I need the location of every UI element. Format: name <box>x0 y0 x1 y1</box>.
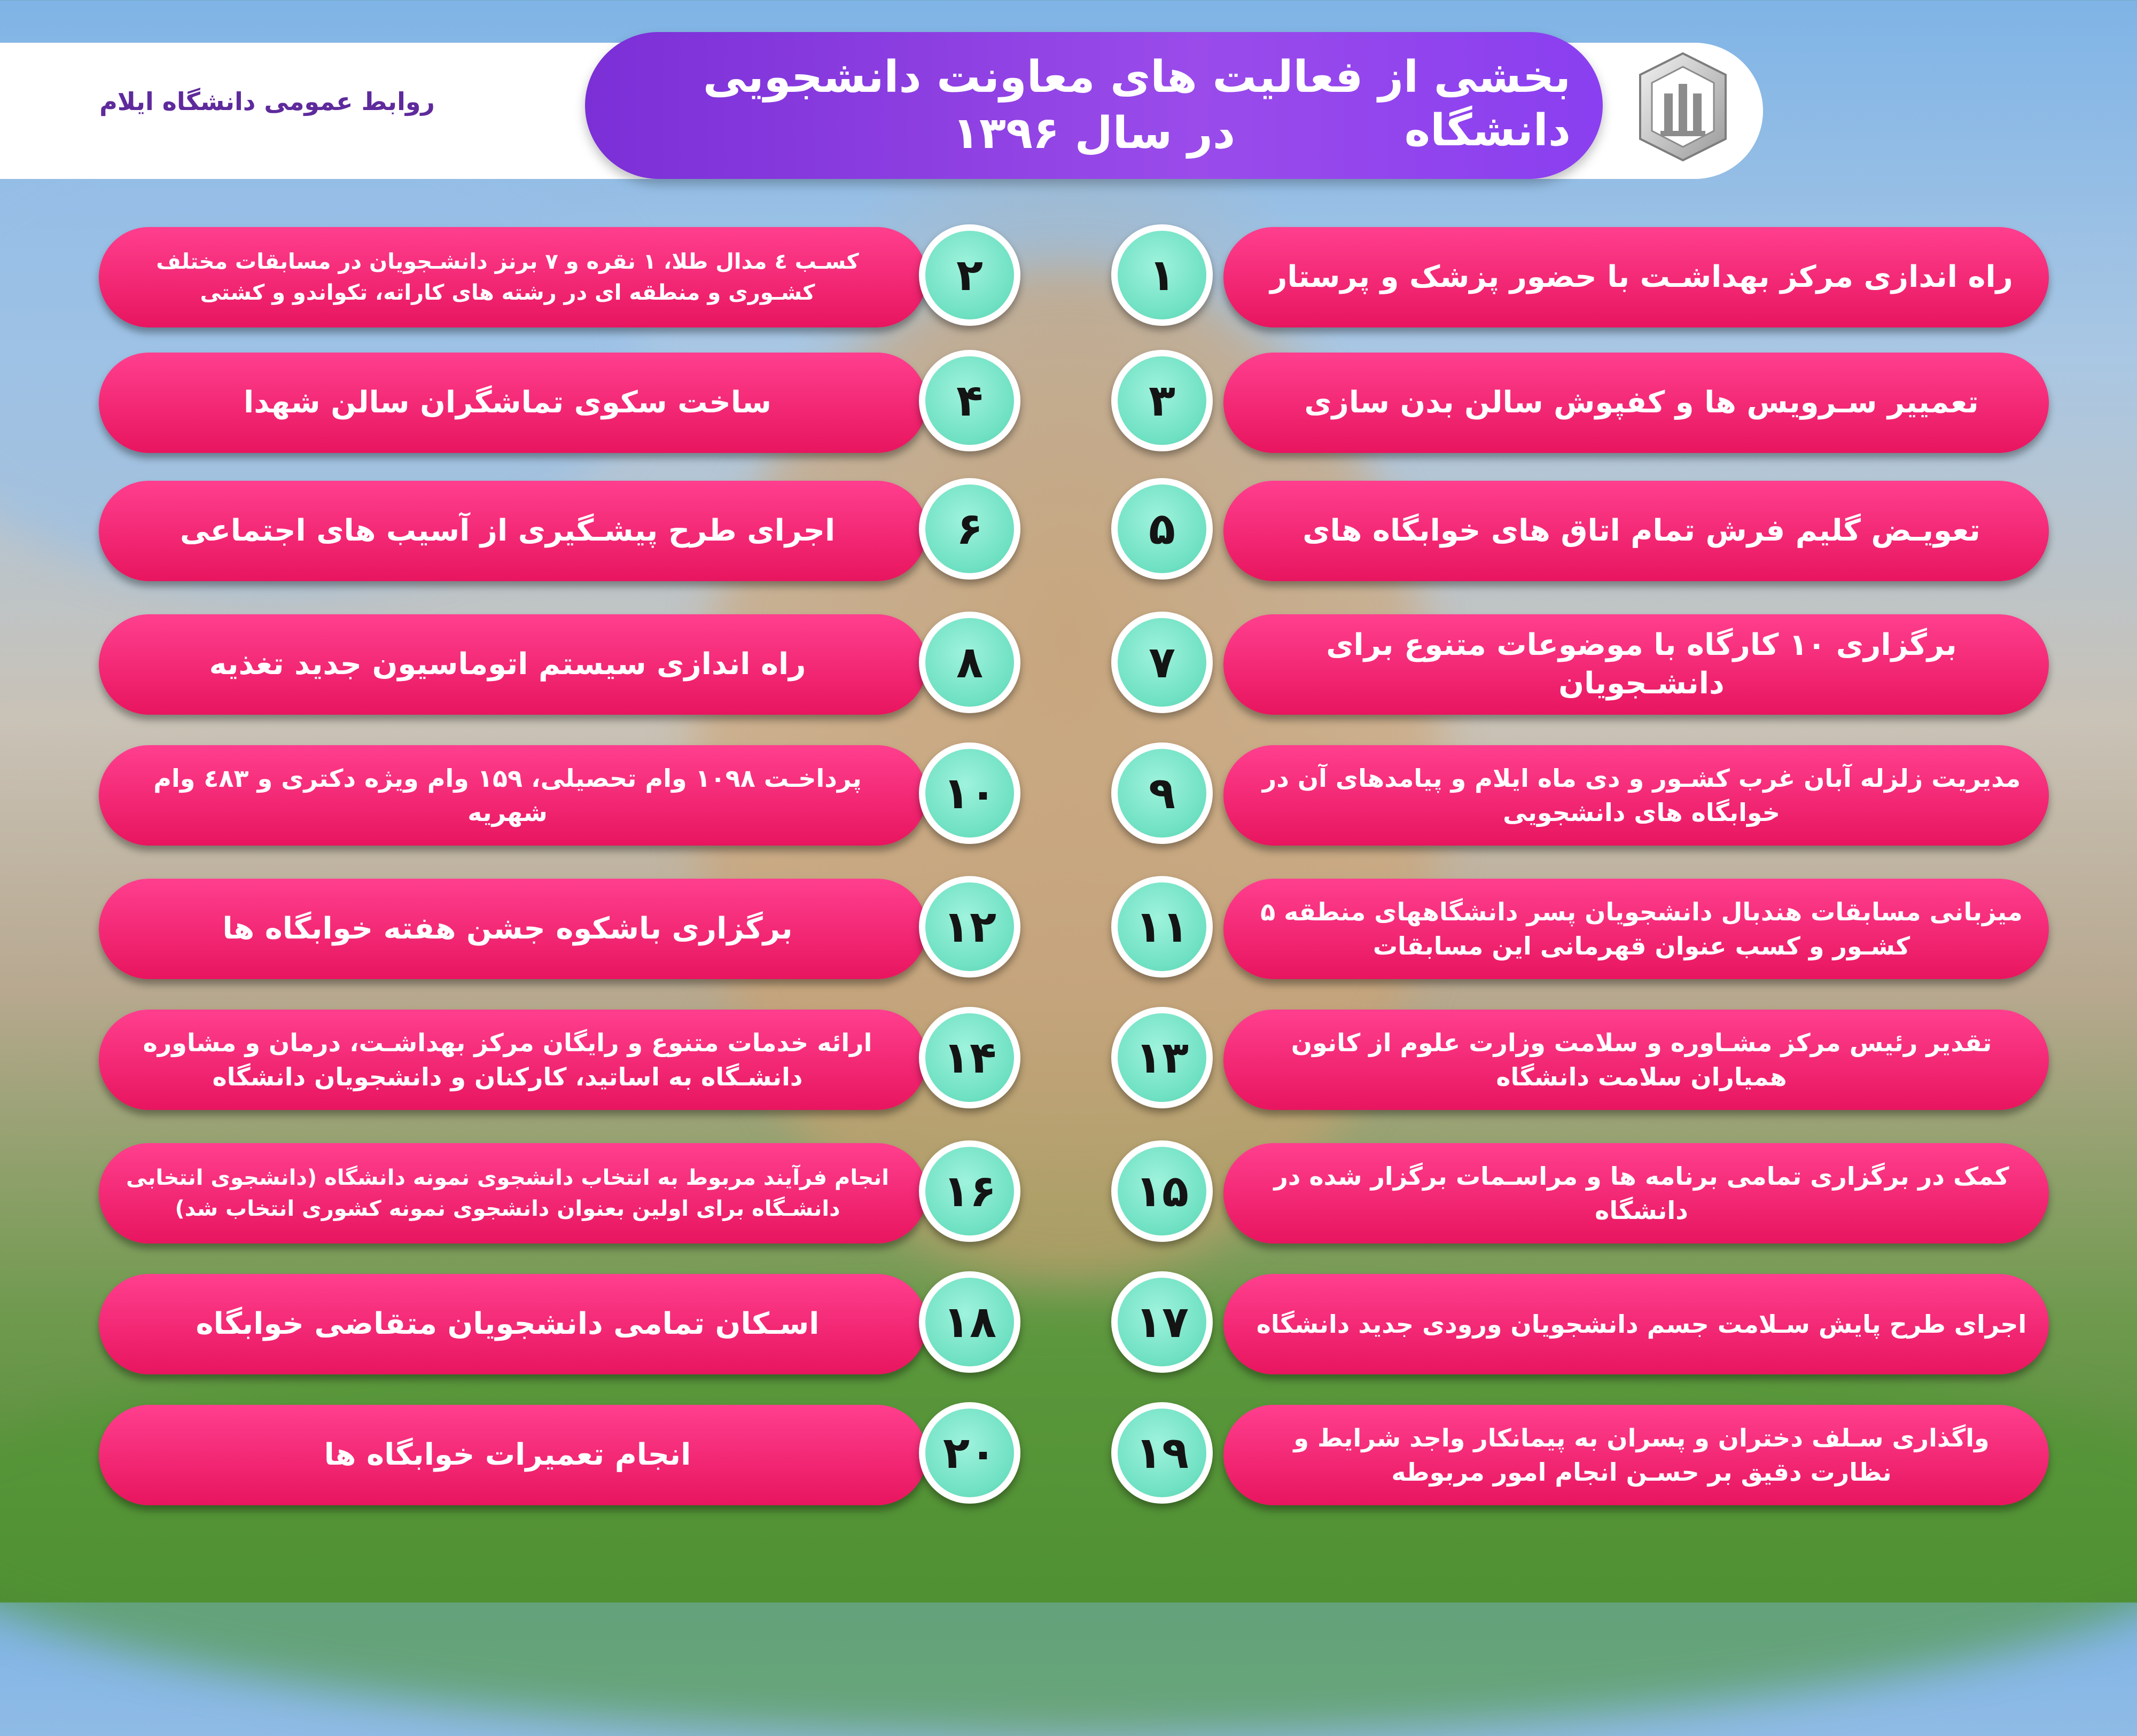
activity-text-5: تعویـض گلیم فرش تمام اتاق های خوابگاه های <box>1303 513 1980 548</box>
activity-text-1: راه اندازی مرکز بهداشـت با حضور پزشک و پرستار <box>1270 260 2013 294</box>
activity-number-19: ۱۹ <box>1111 1402 1213 1504</box>
activity-text-15: کمک در برگزاری تمامی برنامه ها و مراسـمات برگزار شده در دانشگاه <box>1274 1162 2009 1225</box>
activity-number-11: ۱۱ <box>1111 876 1213 978</box>
university-logo-icon <box>1635 51 1731 163</box>
activity-number-2: ۲ <box>919 224 1020 326</box>
page-title <box>585 32 1603 179</box>
activity-item-11 <box>1223 879 2049 979</box>
activity-text-9: مدیریت زلزله آبان غرب کشـور و دی ماه ایلام و پیامدهای آن در خوابگاه های دانشجویی <box>1262 764 2021 827</box>
activity-item-7 <box>1223 614 2049 715</box>
activity-text-20: انجام تعمیرات خوابگاه ها <box>324 1437 691 1472</box>
activity-number-4: ۴ <box>919 350 1020 451</box>
activity-number-12: ۱۲ <box>919 876 1020 978</box>
activity-text-13: تقدیر رئیس مرکز مشـاوره و سلامت وزارت علوم از کانون همیاران سلامت دانشگاه <box>1291 1028 1992 1091</box>
activity-text-7: برگزاری ۱۰ کارگاه با موضوعات متنوع برای دانشـجویان <box>1326 628 1957 701</box>
activity-text-6: اجرای طرح پیشـگیری از آسیب های اجتماعی <box>180 513 836 548</box>
activity-item-10 <box>99 745 927 846</box>
activity-item-8 <box>99 614 927 715</box>
activity-number-3: ۳ <box>1111 350 1213 451</box>
activity-item-2 <box>99 227 927 327</box>
activity-item-19 <box>1223 1405 2049 1505</box>
activity-text-16: انجام فرآیند مربوط به انتخاب دانشجوی نمونه دانشگاه (دانشجوی انتخابی دانشـگاه برای اولین بعنوان دانشجوی نمونه کشوری انتخاب شد) <box>126 1166 889 1221</box>
activity-item-1 <box>1223 227 2049 327</box>
activity-number-18: ۱۸ <box>919 1271 1020 1373</box>
activity-number-9: ۹ <box>1111 742 1213 844</box>
activity-item-16 <box>99 1143 927 1244</box>
activity-item-15 <box>1223 1143 2049 1244</box>
activity-text-17: اجرای طرح پایش سـلامت جسم دانشجویان ورودی جدید دانشگاه <box>1256 1310 2027 1339</box>
activity-number-17: ۱۷ <box>1111 1271 1213 1373</box>
activity-text-8: راه اندازی سیستم اتوماسیون جدید تغذیه <box>209 647 806 682</box>
title-line-1: بخشی از فعالیت های معاونت دانشجویی دانشگاه <box>703 52 1571 156</box>
org-name: روابط عمومی دانشگاه ایلام <box>99 87 435 116</box>
activity-item-9 <box>1223 745 2049 846</box>
activity-item-17 <box>1223 1274 2049 1374</box>
activity-text-4: ساخت سکوی تماشگران سالن شهدا <box>244 385 771 420</box>
activity-text-12: برگزاری باشکوه جشن هفته خوابگاه ها <box>222 911 793 946</box>
activity-text-2: کسـب ٤ مدال طلا، ۱ نقره و ۷ برنز دانشـجویان در مسابقات مختلف کشـوری و منطقه ای در رشته های کاراته، تکواندو و کشتی <box>156 249 859 305</box>
activity-text-3: تعمییر سـرویس ها و کفپوش سالن بدن سازی <box>1304 385 1979 420</box>
activity-item-14 <box>99 1010 927 1110</box>
activity-item-12 <box>99 879 927 979</box>
activity-item-6 <box>99 481 927 581</box>
activity-text-11: میزبانی مسابقات هندبال دانشجویان پسر دانشگاههای منطقه ۵ کشـور و کسب عنوان قهرمانی این مسابقات <box>1260 897 2023 960</box>
activity-item-13 <box>1223 1010 2049 1110</box>
activity-number-7: ۷ <box>1111 612 1213 713</box>
activity-text-14: ارائه خدمات متنوع و رایگان مرکز بهداشـت، درمان و مشاوره دانشـگاه به اساتید، کارکنان و دانشجویان دانشگاه <box>143 1028 872 1091</box>
activity-number-20: ۲۰ <box>919 1402 1020 1504</box>
activity-number-13: ۱۳ <box>1111 1007 1213 1108</box>
activity-item-5 <box>1223 481 2049 581</box>
activity-item-20 <box>99 1405 927 1505</box>
activity-text-19: واگذاری سـلف دختران و پسران به پیمانکار واجد شرایط و نظارت دقیق بر حسـن انجام امور مربوطه <box>1293 1424 1990 1487</box>
activity-number-14: ۱۴ <box>919 1007 1020 1108</box>
activity-number-15: ۱۵ <box>1111 1140 1213 1242</box>
activity-text-18: اسـکان تمامی دانشجویان متقاضی خوابگاه <box>196 1307 820 1341</box>
activity-number-8: ۸ <box>919 612 1020 713</box>
activity-text-10: پرداخـت ۱۰۹۸ وام تحصیلی، ۱۵۹ وام ویژه دکتری و ٤۸۳ وام شهریه <box>153 764 862 827</box>
activity-number-10: ۱۰ <box>919 742 1020 844</box>
activity-number-6: ۶ <box>919 478 1020 580</box>
activity-number-1: ۱ <box>1111 224 1213 326</box>
title-line-2: در سال ۱۳۹۶ <box>952 108 1236 159</box>
activity-number-16: ۱۶ <box>919 1140 1020 1242</box>
activity-item-18 <box>99 1274 927 1374</box>
activity-item-3 <box>1223 353 2049 453</box>
activity-number-5: ۵ <box>1111 478 1213 580</box>
activity-item-4 <box>99 353 927 453</box>
